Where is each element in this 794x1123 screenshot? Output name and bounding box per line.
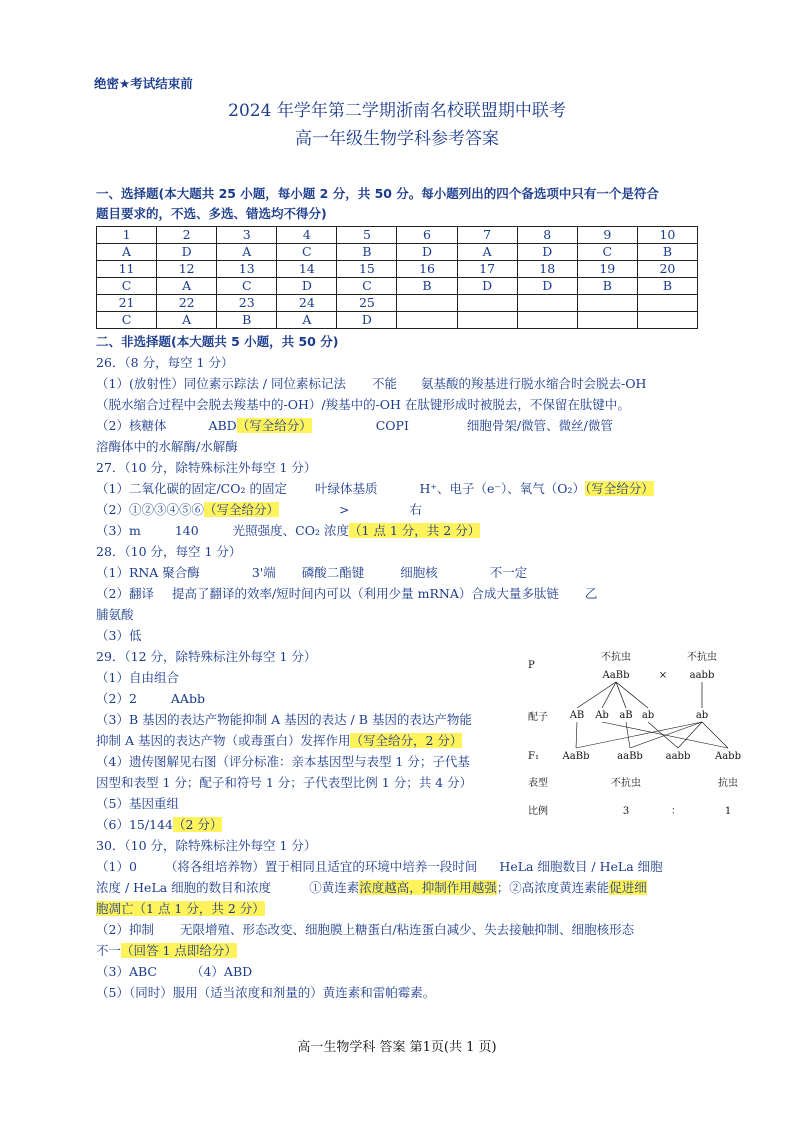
q26-line1: [96, 374, 646, 394]
q30-3b: （1 点 1 分，共 2 分）: [133, 901, 265, 916]
diagram-f1-aaBb: aaBb: [617, 751, 643, 762]
answer-cell: C: [577, 244, 637, 261]
confidential-mark: 绝密★考试结束前: [94, 76, 193, 91]
question-number-cell: 9: [577, 227, 637, 244]
diagram-parent2-pheno: 不抗虫: [687, 652, 717, 663]
diagram-ratio-b: 1: [724, 806, 732, 817]
diagram-gamete-ab: ab: [641, 710, 655, 721]
answer-cell: A: [97, 244, 157, 261]
q28-1d: 细胞核: [400, 565, 438, 580]
answer-cell: B: [637, 244, 697, 261]
q30-1a: （1）0: [96, 859, 137, 874]
question-number-cell: [637, 295, 697, 312]
q27-3c: 光照强度、CO₂ 浓度: [232, 523, 349, 538]
diagram-ratio-a: 3: [622, 806, 630, 817]
q27-line1: [96, 479, 654, 499]
question-number-cell: 1: [97, 227, 157, 244]
q27-head: 27．（10 分，除特殊标注外每空 1 分）: [96, 460, 317, 475]
answer-cell: D: [517, 244, 577, 261]
diagram-gamete-aB: aB: [619, 710, 633, 721]
question-number-cell: 19: [577, 261, 637, 278]
q27-line3: [96, 521, 480, 541]
q30-line5: [96, 941, 237, 961]
part2-title: 二、非选择题(本大题共 5 小题，共 50 分): [96, 334, 339, 349]
q28-2a: （2）翻译: [96, 586, 154, 601]
question-number-cell: 17: [457, 261, 517, 278]
question-number-cell: 23: [217, 295, 277, 312]
q30-6a: （3）ABC: [96, 964, 157, 979]
q28-head: 28．（10 分，每空 1 分）: [96, 544, 242, 559]
answer-choice-row: [97, 244, 698, 261]
answer-cell: D: [517, 278, 577, 295]
diagram-f1-AaBb: AaBb: [562, 751, 590, 762]
q26-3d: COPⅠ: [375, 418, 409, 433]
q27-3d: （1 点 1 分，共 2 分）: [348, 523, 481, 538]
q26-3e: 细胞骨架/微管、微丝/微管: [466, 418, 613, 433]
diagram-gamete2-ab: ab: [695, 710, 709, 721]
diagram-gamete-AB: AB: [569, 710, 585, 721]
q30-4a: （2）抑制: [96, 922, 154, 937]
answer-cell: D: [157, 244, 217, 261]
answer-cell: B: [397, 278, 457, 295]
q29-line2: [96, 689, 205, 709]
answer-cell: [517, 312, 577, 329]
exam-title: 2024 年学年第二学期浙南名校联盟期中联考: [228, 101, 566, 121]
answer-cell: D: [277, 278, 337, 295]
diagram-ratio-label: 比例: [528, 806, 548, 817]
diagram-pheno-resistant: 抗虫: [718, 778, 738, 789]
question-number-cell: 24: [277, 295, 337, 312]
answer-cell: A: [217, 244, 277, 261]
question-number-cell: [517, 295, 577, 312]
question-number-cell: 21: [97, 295, 157, 312]
answer-cell: C: [277, 244, 337, 261]
q30-2b: ①黄连素: [309, 880, 360, 895]
q29-line8: [96, 815, 222, 835]
q28-1b: 3'端: [251, 565, 276, 580]
answer-number-row: [97, 295, 698, 312]
q30-1c: HeLa 细胞数目 / HeLa 细胞: [499, 859, 663, 874]
q27-3b: 140: [174, 523, 199, 538]
q30-line2: [96, 878, 647, 898]
diagram-parent2-geno: aabb: [689, 670, 715, 681]
answer-cell: A: [457, 244, 517, 261]
answer-cell: [397, 312, 457, 329]
q27-3a: （3）m: [96, 523, 141, 538]
answer-cell: D: [337, 312, 397, 329]
q30-line4: [96, 920, 634, 940]
q26-3c: （写全给分）: [236, 418, 312, 433]
q26-1c: 氨基酸的羧基进行脱水缩合时会脱去-OH: [421, 376, 647, 391]
q27-1d: （写全给分）: [585, 481, 654, 496]
q30-line7: （5）（同时）服用（适当浓度和剂量的）黄连素和雷帕霉素。: [96, 985, 436, 1000]
q28-1e: 不一定: [489, 565, 528, 580]
question-number-cell: 20: [637, 261, 697, 278]
q26-3b: ABD: [208, 418, 237, 433]
q29-4a: 抑制 A 基因的表达产物（或毒蛋白）发挥作用: [96, 733, 351, 748]
q28-line2: [96, 584, 597, 604]
q29-line1: （1）自由组合: [96, 670, 179, 685]
diagram-cross-symbol: ×: [658, 670, 668, 681]
q27-line2: [96, 500, 422, 520]
q30-3a: 胞凋亡: [96, 901, 134, 916]
q29-line4: [96, 731, 462, 751]
q28-1c: 磷酸二酯键: [301, 565, 365, 580]
diagram-f1-Aabb: Aabb: [715, 751, 741, 762]
answer-cell: B: [577, 278, 637, 295]
q27-1b: 叶绿体基质: [314, 481, 378, 496]
question-number-cell: 4: [277, 227, 337, 244]
answer-choice-row: [97, 278, 698, 295]
question-number-cell: 7: [457, 227, 517, 244]
q26-3a: （2）核糖体: [96, 418, 167, 433]
q26-line3: [96, 416, 613, 436]
q30-5b: （回答 1 点即给分）: [121, 943, 237, 958]
diagram-pheno-label: 表型: [528, 778, 548, 789]
answer-cell: D: [397, 244, 457, 261]
answer-cell: B: [217, 312, 277, 329]
q28-line4: （3）低: [96, 628, 142, 643]
answer-cell: B: [637, 278, 697, 295]
answer-cell: [577, 312, 637, 329]
diagram-f1-label: F₁: [528, 751, 539, 762]
q29-8b: （2 分）: [172, 817, 223, 832]
q26-line4: 溶酶体中的水解酶/水解酶: [96, 439, 238, 454]
question-number-cell: 25: [337, 295, 397, 312]
answer-title: 高一年级生物学科参考答案: [295, 129, 499, 149]
answer-cell: A: [157, 312, 217, 329]
q30-2c: 浓度越高，抑制作用越强: [359, 880, 497, 895]
question-number-cell: 8: [517, 227, 577, 244]
answer-cell: C: [97, 312, 157, 329]
question-number-cell: 2: [157, 227, 217, 244]
question-number-cell: [397, 295, 457, 312]
q26-1b: 不能: [372, 376, 398, 391]
question-number-cell: 3: [217, 227, 277, 244]
answer-cell: C: [217, 278, 277, 295]
q30-5a: 不一: [96, 943, 122, 958]
q28-2b: 提高了翻译的效率/短时间内可以（利用少量 mRNA）合成大量多肽链: [171, 586, 559, 601]
q29-head: 29．（12 分，除特殊标注外每空 1 分）: [96, 649, 317, 664]
question-number-cell: 10: [637, 227, 697, 244]
question-number-cell: 13: [217, 261, 277, 278]
q30-line6: [96, 962, 252, 982]
q27-2d: 右: [409, 502, 422, 517]
answer-table: [96, 226, 698, 329]
q29-line3: （3）B 基因的表达产物能抑制 A 基因的表达 / B 基因的表达产物能: [96, 712, 472, 727]
part1-title-line1: 一、选择题(本大题共 25 小题，每小题 2 分，共 50 分。每小题列出的四个备选项中只有一个是符合: [96, 186, 659, 201]
question-number-cell: [457, 295, 517, 312]
answer-cell: A: [157, 278, 217, 295]
q28-line3: 脯氨酸: [96, 607, 134, 622]
answer-cell: A: [277, 312, 337, 329]
answer-cell: [637, 312, 697, 329]
q30-head: 30．（10 分，除特殊标注外每空 1 分）: [96, 838, 317, 853]
question-number-cell: 11: [97, 261, 157, 278]
diagram-ratio-colon: ：: [671, 806, 681, 817]
q27-1c: H⁺、电子（e⁻）、氧气（O₂）: [419, 481, 585, 496]
q27-2a: （2）①②③④⑤⑥: [96, 502, 204, 517]
question-number-cell: 6: [397, 227, 457, 244]
question-number-cell: 22: [157, 295, 217, 312]
diagram-gamete-Ab: Ab: [595, 710, 609, 721]
answer-cell: [457, 312, 517, 329]
q30-6b: （4）ABD: [190, 964, 253, 979]
answer-number-row: [97, 261, 698, 278]
q30-2e: 促进细: [609, 880, 647, 895]
question-number-cell: 16: [397, 261, 457, 278]
q27-2b: （写全给分）: [203, 502, 279, 517]
q30-4b: 无限增殖、形态改变、细胞膜上糖蛋白/粘连蛋白减少、失去接触抑制、细胞核形态: [179, 922, 635, 937]
q29-line5: （4）遗传图解见右图（评分标准：亲本基因型与表型 1 分；子代基: [96, 754, 470, 769]
q28-1a: （1）RNA 聚合酶: [96, 565, 200, 580]
answer-number-row: [97, 227, 698, 244]
question-number-cell: 5: [337, 227, 397, 244]
diagram-p-label: P: [528, 660, 535, 671]
q29-2a: （2）2: [96, 691, 137, 706]
q26-line2: （脱水缩合过程中会脱去羧基中的-OH）/羧基中的-OH 在肽键形成时被脱去，不保留在肽键中。: [96, 397, 630, 412]
q29-line7: （5）基因重组: [96, 796, 179, 811]
q29-2b: AAbb: [170, 691, 205, 706]
q29-line6: 因型和表型 1 分；配子和符号 1 分；子代表型比例 1 分；共 4 分）: [96, 775, 473, 790]
page-footer: 高一生物学科 答案 第1页(共 1 页): [297, 1040, 497, 1055]
q27-1a: （1）二氧化碳的固定/CO₂ 的固定: [96, 481, 287, 496]
q30-1b: （将各组培养物）置于相同且适宜的环境中培养一段时间: [164, 859, 478, 874]
q30-line1: [96, 857, 663, 877]
answer-choice-row: [97, 312, 698, 329]
answer-cell: C: [337, 278, 397, 295]
diagram-pheno-non-resistant: 不抗虫: [611, 778, 641, 789]
answer-cell: C: [97, 278, 157, 295]
genetic-cross-diagram: [520, 648, 750, 828]
diagram-parent1-geno: AaBb: [602, 670, 630, 681]
question-number-cell: 12: [157, 261, 217, 278]
question-number-cell: 18: [517, 261, 577, 278]
q30-line3: [96, 899, 265, 919]
part1-title-line2: 题目要求的，不选、多选、错选均不得分): [96, 206, 327, 221]
answer-cell: D: [457, 278, 517, 295]
q26-head: 26．（8 分，每空 1 分）: [96, 355, 234, 370]
question-number-cell: 14: [277, 261, 337, 278]
q27-2c: >: [338, 502, 350, 517]
question-number-cell: [577, 295, 637, 312]
diagram-parent1-pheno: 不抗虫: [601, 652, 631, 663]
q26-1a: （1）(放射性）同位素示踪法 / 同位素标记法: [96, 376, 346, 391]
answer-cell: B: [337, 244, 397, 261]
q28-2c: 乙: [584, 586, 598, 601]
q30-2d: ；②高浓度黄连素能: [496, 880, 610, 895]
q28-line1: [96, 563, 527, 583]
question-number-cell: 15: [337, 261, 397, 278]
q29-8a: （6）15/144: [96, 817, 173, 832]
q29-4b: （写全给分，2 分）: [350, 733, 463, 748]
diagram-gamete-label: 配子: [528, 712, 548, 723]
diagram-f1-aabb: aabb: [665, 751, 691, 762]
q30-2a: 浓度 / HeLa 细胞的数目和浓度: [96, 880, 272, 895]
